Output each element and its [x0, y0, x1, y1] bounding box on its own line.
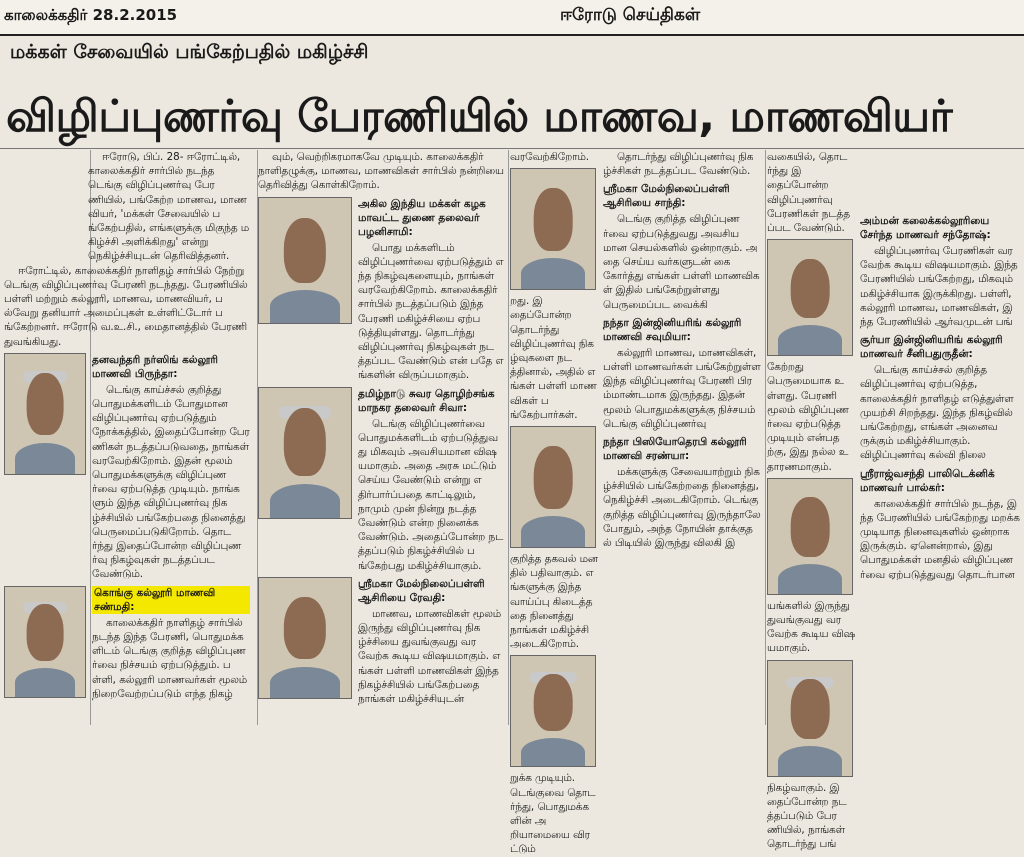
- paragraph: நிகழ்வாகும். இதைப்போன்ற நடத்தப்படும் பேரணியில், நாங்கள் தொடர்ந்து பங்: [767, 781, 847, 851]
- photo-santhosh: [767, 239, 853, 356]
- paragraph: கல்லூரி மாணவ, மாணவிகள், பள்ளி மாணவர்கள் பங்கேற்றுள்ள இந்த விழிப்புணர்வு பேரணி பிரம்மாண்டமாக இருந்தது. இதன் மூலம் பொதுமக்களுக்கு நிச்சயம் டெங்கு விழிப்புணர்வு: [603, 346, 761, 430]
- photo-shanthi: [510, 168, 596, 290]
- column-rule: [765, 150, 766, 725]
- paragraph: பொது மக்களிடம் விழிப்புணர்வை ஏற்படுத்தும் எந்த நிகழ்வுகளையும், நாங்கள் வரவேற்கிறோம். காலைக்கதிர் சார்பில் நடத்தப்படும் இந்த பேரணி மகிழ்ச்சியை ஏற்படுத்தியுள்ளது. தொடர்ந்து விழிப்புணர்வு நிகழ்வுகள் நடத்தப்பட வேண்டும் என் பதே எங்களின் விருப்பமாகும்.: [358, 241, 504, 382]
- article-column-5: [767, 150, 855, 851]
- paragraph: குறித்த தகவல் மனதில் பதிவாகும். எங்களுக்கு இந்த வாய்ப்பு கிடைத்ததை நினைத்து நாங்கள் மகிழ்ச்சி அடைகிறோம்.: [510, 553, 598, 651]
- subhead-highlight: கொங்கு கல்லூரி மாணவி சண்மதி:: [92, 586, 250, 614]
- article-column-6: [860, 150, 1020, 725]
- paragraph: விழிப்புணர்வு பேரணிகள் வரவேற்க கூடிய விஷயமாகும். இந்த பேரணியில் பங்கேற்றது, மிகவும் மகிழ்ச்சியாக இருக்கிறது. பள்ளி, கல்லூரி மாணவ, மாணவிகள், இந்த பேரணியில் ஆர்வமுடன் பங்: [860, 245, 1018, 329]
- article-column-2: [258, 150, 504, 725]
- subhead: தனவந்தரி நர்ஸிங் கல்லூரி மாணவி பிருந்தா:: [92, 353, 218, 380]
- paragraph: கேற்றது பெருமையாக உள்ளது. பேரணி மூலம் விழிப்புணர்வை ஏற்படுத்த முடியும் என்பதற்கு, இது நல்ல உதாரணமாகும்.: [767, 361, 849, 473]
- paragraph: மக்களுக்கு சேவையாற்றும் நிகழ்ச்சியில் பங்கேற்றதை நினைத்து, நெகிழ்ச்சி அடைகிறோம். டெங்கு குறித்த விழிப்புணர்வு இருந்தாலே போதும், அந்த நோயின் தாக்குதல் பிடியில் இருந்து விலகி இ: [603, 466, 761, 550]
- subhead: அம்மன் கலைக்கல்லூரியை சேர்ந்த மாணவர் சந்தோஷ்:: [860, 215, 991, 241]
- subhead: சூர்யா இன்ஜினியரிங் கல்லூரி மாணவர் சீனிபதுருதீன்:: [860, 334, 1003, 361]
- paragraph: ஈரோட்டில், காலைக்கதிர் நாளிதழ் சார்பில் நேற்று டெங்கு விழிப்புணர்வு பேரணி நடந்தது. பேரணியில் பள்ளி மற்றும் கல்லூரி, மாணவ, மாணவியர், பல்வேறு தனியார் அமைப்புகள் உள்ளிட்டோர் பங்கேற்றனர். ஈரோடு வ.உ.சி., மைதானத்தில் பேரணி துவங்கியது.: [4, 264, 248, 348]
- photo-sowmiya: [510, 426, 596, 548]
- page-header: [0, 0, 1024, 36]
- paragraph: வும், வெற்றிகரமாகவே முடியும். காலைக்கதிர் நாளிதழுக்கு, மாணவ, மாணவிகள் சார்பில் நன்றியை தெரிவித்து கொள்கிறோம்.: [258, 151, 504, 192]
- paragraph: தொடர்ந்து விழிப்புணர்வு நிகழ்ச்சிகள் நடத்தப்பட வேண்டும்.: [603, 151, 754, 178]
- headline-rule: [0, 148, 1024, 149]
- kicker: மக்கள் சேவையில் பங்கேற்பதில் மகிழ்ச்சி: [10, 41, 369, 63]
- paragraph: டெங்கு காய்ச்சல் குறித்த விழிப்புணர்வு ஏற்படுத்த, காலைக்கதிர் நாளிதழ் எடுத்துள்ள முயற்சி சிறந்தது. இந்த நிகழ்வில் பங்கேற்றது, எங்கள் அனைவருக்கும் மகிழ்ச்சியாகும். விழிப்புணர்வு கல்வி நிலை: [860, 364, 1014, 462]
- paragraph: காலைக்கதிர் சார்பில் நடந்த, இந்த பேரணியில் பங்கேற்றது மறக்க முடியாத நினைவுகளில் ஒன்றாக இருக்கும். ஏனென்றால், இது பொதுமக்கள் மனதில் விழிப்புணர்வை ஏற்படுத்துவது தொடர்பான: [860, 497, 1020, 581]
- subhead: ஸ்ரீமகா மேல்நிலைப்பள்ளி ஆசிரியை ரேவதி:: [358, 577, 485, 604]
- paragraph: டெங்கு காய்ச்சல் குறித்து பொதுமக்களிடம் போதுமான விழிப்புணர்வு ஏற்படுத்தும் நோக்கத்தில், இதைப்போன்ற பேரணிகள் நடத்தப்படுவதை, நாங்கள் வரவேற்கிறோம். இதன் மூலம் பொதுமக்களுக்கு விழிப்புணர்வை ஏற்படுத்த முடியும். நாங்களும் இந்த விழிப்புணர்வு நிகழ்ச்சியில் பங்கேற்பதை நினைத்து பெருமைப்படுகிறோம். தொடர்ந்து இதைப்போன்ற விழிப்புணர்வு நிகழ்வுகள் நடத்தப்பட வேண்டும்.: [92, 383, 250, 581]
- paragraph: வகையில், தொடர்ந்து இதைப்போன்ற விழிப்புணர்வு பேரணிகள் நடத்தப்பட வேண்டும்.: [767, 151, 850, 235]
- subhead: தமிழ்நாடு சுவர தொழிற்சங்க மாநகர தலைவர் சிவா:: [358, 387, 495, 414]
- photo-palanisamy: [258, 197, 352, 324]
- photo-revathi: [258, 577, 352, 699]
- paragraph: றது. இதைப்போன்ற தொடர்ந்து விழிப்புணர்வு நிகழ்வுகளை நடத்தினால், அதில் எங்கள் பள்ளி மாணவிகள் பங்கேற்பார்கள்.: [510, 295, 597, 421]
- article-column-4: [603, 150, 761, 725]
- paragraph: வரவேற்கிறோம்.: [510, 151, 590, 163]
- paragraph: ஈரோடு, பிப். 28- ஈரோட்டில், காலைக்கதிர் சார்பில் நடந்த டெங்கு விழிப்புணர்வு பேரணியில், பங்கேற்ற மாணவ, மாணவியர், 'மக்கள் சேவையில் பங்கேற்பதில், எங்களுக்கு மிகுந்த மகிழ்ச்சி அளிக்கிறது' என்று நெகிழ்ச்சியுடன் தெரிவித்தனர்.: [88, 151, 250, 263]
- subhead: நந்தா இன்ஜினியரிங் கல்லூரி மாணவி சவுமியா:: [603, 316, 742, 343]
- article-column-3: [510, 150, 598, 856]
- subhead: அகில இந்திய மக்கள் கழக மாவட்ட துணை தலைவர் பழனிசாமி:: [358, 197, 486, 238]
- paragraph: காலைக்கதிர் நாளிதழ் சார்பில் நடந்த இந்த பேரணி, பொதுமக்களிடம் டெங்கு குறித்த விழிப்புணர்வை நிச்சயம் ஏற்படுத்தும். பள்ளி, கல்லூரி மாணவர்கள் மூலம் நிறைவேற்றப்படும் எந்த நிகழ்: [92, 616, 248, 700]
- subhead: ஸ்ரீராஜ்வசந்தி பாலிடெக்னிக் மாணவர் பால்கர்:: [860, 467, 995, 494]
- paragraph: மாணவ, மாணவிகள் மூலம் இருந்து விழிப்புணர்வு நிகழ்ச்சியை துவங்குவது வரவேற்க கூடிய விஷயமாகும். எங்கள் பள்ளி மாணவிகள் இந்த நிகழ்ச்சியில் பங்கேற்பதை நாங்கள் மகிழ்ச்சியுடன்: [358, 607, 502, 706]
- paragraph: றுக்க முடியும். டெங்குவை தொடர்ந்து, பொதுமக்களின் அறியாமையை விரட்டும்: [510, 772, 596, 856]
- photo-seenipathurudeen: [767, 478, 853, 595]
- photo-sanmathi: [4, 586, 86, 698]
- paragraph: டெங்கு குறித்த விழிப்புணர்வை ஏற்படுத்துவது அவசியமான செயல்களில் ஒன்றாகும். அதை செய்ய வர்களுடன் கை கோர்த்து எங்கள் பள்ளி மாணவிகள் இதில் பங்கேற்றுள்ளது பெருமைப்பட வைக்கி: [603, 213, 760, 311]
- headline: விழிப்புணர்வு பேரணியில் மாணவ, மாணவியர்: [6, 91, 953, 142]
- photo-brinda: [4, 353, 86, 475]
- photo-palkar: [767, 660, 853, 777]
- photo-siva: [258, 387, 352, 519]
- section-title: ஈரோடு செய்திகள்: [560, 5, 701, 25]
- article-column-1: [4, 150, 250, 725]
- paragraph: யங்களில் இருந்து துவங்குவது வரவேற்க கூடிய விஷயமாகும்.: [767, 599, 855, 655]
- paragraph: டெங்கு விழிப்புணர்வை பொதுமக்களிடம் ஏற்படுத்துவது மிகவும் அவசியமான விஷயமாகும். அதை அரசு மட்டும் செய்ய வேண்டும் என்று எதிர்பார்ப்பதை காட்டிலும், நாமும் முன் நின்று நடத்த வேண்டும் என்ற நினைக்க வேண்டும். அதைப்போன்ற நடத்தப்படும் நிகழ்ச்சியில் பங்கேற்பது மகிழ்ச்சியாகும்.: [358, 417, 504, 572]
- column-rule: [508, 150, 509, 725]
- subhead: ஸ்ரீமகா மேல்நிலைப்பள்ளி ஆசிரியை சாந்தி:: [603, 183, 730, 210]
- subhead: நந்தா பிஸியோதெரபி கல்லூரி மாணவி சரண்யா:: [603, 436, 747, 463]
- photo-saranya: [510, 655, 596, 767]
- issue-date: காலைக்கதிர் 28.2.2015: [4, 6, 178, 24]
